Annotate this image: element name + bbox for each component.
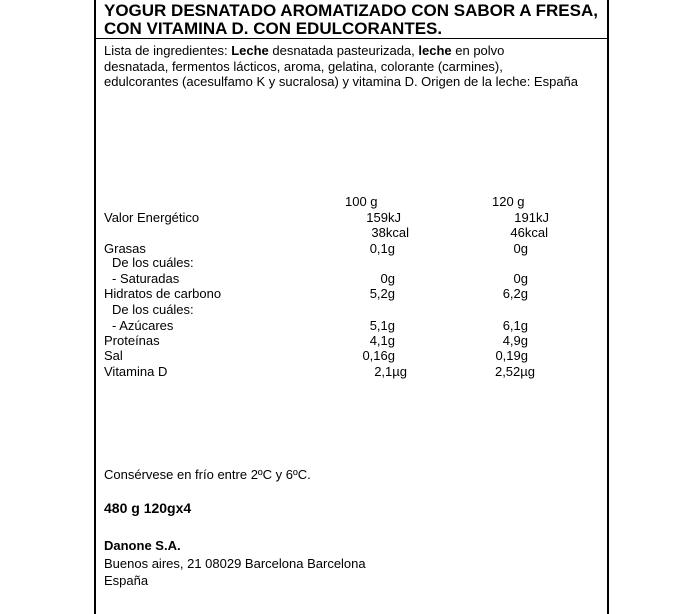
value-fat-100g: 0,1g — [369, 241, 395, 256]
product-title-line-2: CON VITAMINA D. CON EDULCORANTES. — [104, 19, 443, 38]
row-label-carbohydrates: Hidratos de carbono — [104, 286, 222, 301]
value-vitamin-d-120g: 2,52µg — [494, 364, 535, 379]
ingredients-text: desnatada pasteurizada, — [268, 43, 419, 58]
value-vitamin-d-100g: 2,1µg — [374, 364, 407, 379]
row-label-of-which: De los cuáles: — [112, 255, 194, 270]
value-energy-kj-120g: 191kJ — [514, 210, 549, 225]
value-salt-120g: 0,19g — [495, 348, 528, 363]
storage-instructions: Consérvese en frío entre 2ºC y 6ºC. — [104, 467, 311, 482]
row-label-fat: Grasas — [104, 241, 146, 256]
row-label-protein: Proteínas — [104, 333, 160, 348]
row-label-energy: Valor Energético — [104, 210, 200, 225]
net-weight: 480 g 120gx4 — [104, 500, 192, 516]
value-salt-100g: 0,16g — [362, 348, 395, 363]
row-label-sugars: - Azúcares — [112, 318, 174, 333]
row-label-of-which: De los cuáles: — [112, 302, 194, 317]
allergen-leche-2: leche — [418, 43, 452, 58]
value-carbohydrates-120g: 6,2g — [502, 286, 528, 301]
row-label-saturated: - Saturadas — [112, 271, 180, 286]
column-header-100g: 100 g — [345, 194, 378, 209]
value-fat-120g: 0g — [513, 241, 528, 256]
ingredients-text: en polvo — [451, 43, 505, 58]
ingredients-label: Lista de ingredientes: — [104, 43, 232, 58]
nutrition-table — [96, 0, 607, 614]
ingredients-line-3: edulcorantes (acesulfamo K y sucralosa) y vitamina D. Origen de la leche: España — [104, 74, 579, 89]
value-saturated-120g: 0g — [513, 271, 528, 286]
allergen-leche-1: Leche — [231, 43, 269, 58]
manufacturer-block — [104, 537, 366, 590]
value-energy-kcal-100g: 38kcal — [371, 225, 409, 240]
row-label-vitamin-d: Vitamina D — [104, 364, 168, 379]
manufacturer-address: Buenos aires, 21 08029 Barcelona Barcelona — [104, 555, 366, 571]
row-label-salt: Sal — [104, 348, 123, 363]
value-protein-100g: 4,1g — [369, 333, 395, 348]
value-energy-kj-100g: 159kJ — [366, 210, 401, 225]
manufacturer-country: España — [104, 573, 149, 588]
value-sugars-120g: 6,1g — [502, 318, 528, 333]
value-saturated-100g: 0g — [380, 271, 395, 286]
value-energy-kcal-120g: 46kcal — [510, 225, 548, 240]
value-carbohydrates-100g: 5,2g — [369, 286, 395, 301]
value-protein-120g: 4,9g — [502, 333, 528, 348]
nutrition-label-panel — [94, 0, 609, 614]
manufacturer-name: Danone S.A. — [104, 538, 181, 553]
value-sugars-100g: 5,1g — [369, 318, 395, 333]
ingredients-line-2: desnatada, fermentos lácticos, aroma, gelatina, colorante (carmines), — [104, 58, 503, 74]
product-title-line-1: YOGUR DESNATADO AROMATIZADO CON SABOR A FRESA, — [104, 1, 598, 20]
column-header-120g: 120 g — [492, 194, 525, 209]
